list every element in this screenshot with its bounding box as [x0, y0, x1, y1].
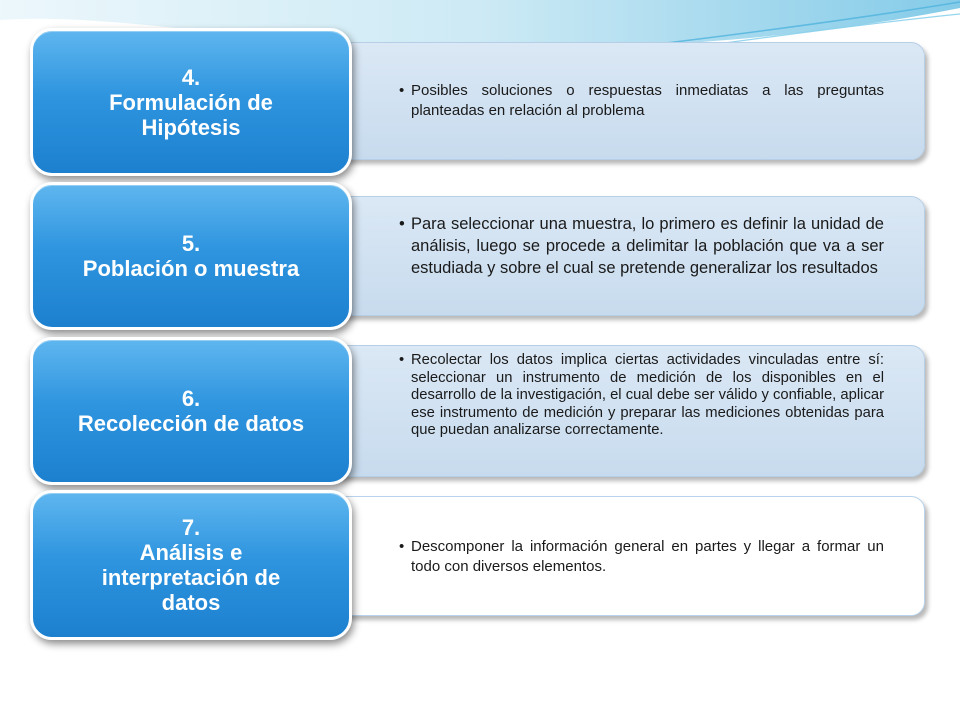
step-6-description — [399, 352, 884, 440]
step-row-5 — [30, 182, 925, 330]
bullet-icon: • — [399, 215, 405, 233]
step-4-number: 4. — [181, 64, 201, 90]
step-6-description-box — [320, 345, 925, 477]
step-5-number: 5. — [181, 231, 201, 256]
step-5-description — [399, 213, 884, 279]
step-4-label — [30, 28, 352, 176]
step-row-4 — [30, 28, 925, 176]
bullet-icon: • — [399, 352, 405, 368]
step-6-label — [30, 337, 352, 485]
step-4-description-box — [320, 42, 925, 160]
step-4-title: Formulación de Hipótesis — [109, 89, 273, 140]
step-7-label — [30, 490, 352, 640]
step-5-title: Población o muestra — [82, 256, 300, 281]
step-7-number: 7. — [181, 515, 201, 540]
step-6-description-text: Recolectar los datos implica ciertas actividades vinculadas entre sí: seleccionar un instrumento de medición de los disponibles en el desarrollo de la investigación, el cual debe ser válido y confiable, aplicar ese instrumento de medición y preparar las mediciones obtenidas para que puedan analizarse correctamente. — [411, 352, 884, 438]
step-4-description-text: Posibles soluciones o respuestas inmediatas a las preguntas planteadas en relación al problema — [411, 82, 884, 119]
step-5-label — [30, 182, 352, 330]
step-row-7 — [30, 490, 925, 640]
step-7-title: Análisis e interpretación de datos — [101, 540, 281, 615]
step-5-description-text: Para seleccionar una muestra, lo primero es definir la unidad de análisis, luego se procede a delimitar la población que va a ser estudiada y sobre el cual se pretende generalizar los resultados — [411, 215, 884, 277]
step-7-description — [399, 537, 884, 577]
bullet-icon: • — [399, 538, 405, 555]
step-5-description-box — [320, 196, 925, 316]
step-6-title: Recolección de datos — [77, 411, 305, 436]
step-4-description — [399, 81, 884, 121]
bullet-icon: • — [399, 82, 405, 99]
step-6-number: 6. — [181, 386, 201, 411]
step-row-6 — [30, 337, 925, 485]
step-7-description-text: Descomponer la información general en partes y llegar a formar un todo con diversos elementos. — [411, 538, 884, 575]
step-7-description-box — [320, 496, 925, 616]
